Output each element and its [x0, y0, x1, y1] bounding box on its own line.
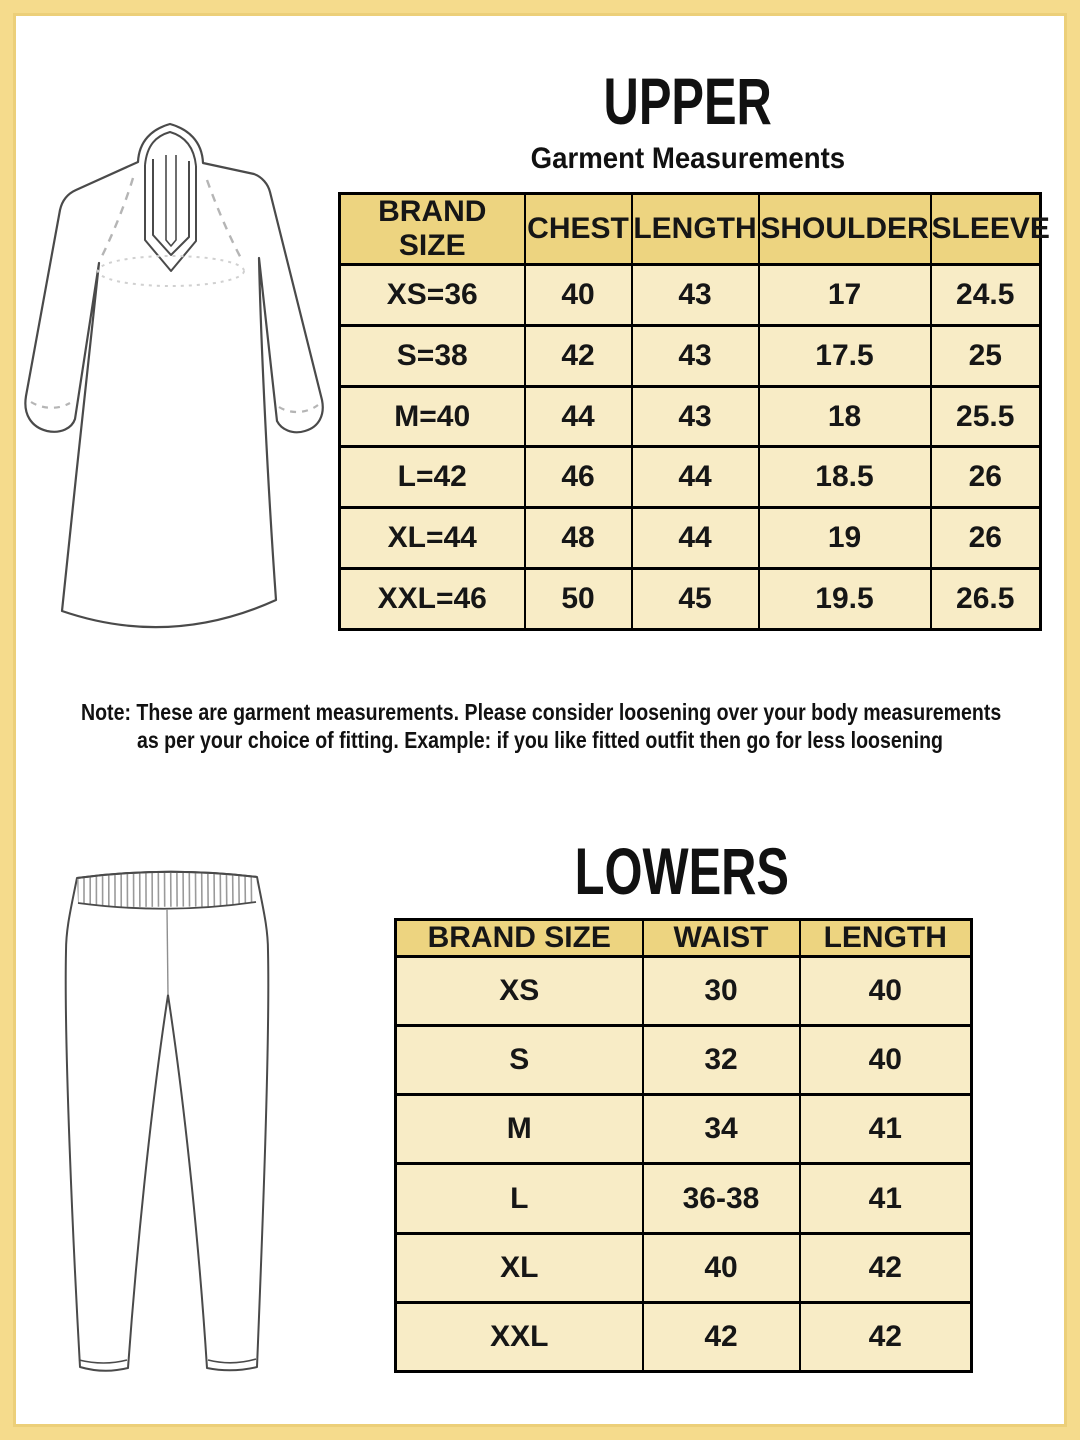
note-line-1: Note: These are garment measurements. Please consider loosening over your body measurements: [81, 699, 1002, 725]
size-cell: L: [396, 1164, 643, 1233]
lowers-section-title: LOWERS: [574, 834, 790, 908]
measurement-cell: 41: [800, 1164, 972, 1233]
measurement-cell: 43: [632, 265, 759, 326]
table-row: [396, 1026, 972, 1095]
size-cell: L=42: [340, 447, 525, 508]
table-row: [340, 325, 1041, 386]
header-row: [340, 194, 1041, 265]
measurement-cell: 26.5: [931, 569, 1041, 630]
pants-center-seam-line: [167, 909, 168, 995]
measurement-cell: 18: [759, 386, 931, 447]
note-line-2: as per your choice of fitting. Example: if you like fitted outfit then go for less loosening: [137, 727, 943, 753]
measurement-cell: 42: [800, 1302, 972, 1371]
kurta-silhouette: [25, 124, 322, 627]
column-header: WAIST: [643, 920, 800, 957]
measurement-cell: 40: [643, 1233, 800, 1302]
measurement-cell: 19: [759, 508, 931, 569]
size-cell: XXL: [396, 1302, 643, 1371]
measurement-cell: 40: [800, 1026, 972, 1095]
table-row: [396, 1164, 972, 1233]
upper-section-subtitle: Garment Measurements: [530, 142, 846, 175]
column-header: BRAND SIZE: [396, 920, 643, 957]
measurement-cell: 25.5: [931, 386, 1041, 447]
measurement-note: [0, 698, 1080, 754]
table-row: [396, 1302, 972, 1371]
table-row: [396, 957, 972, 1026]
measurement-cell: 43: [632, 386, 759, 447]
measurement-cell: 40: [525, 265, 632, 326]
column-header: SLEEVE: [931, 194, 1041, 265]
size-cell: XL=44: [340, 508, 525, 569]
upper-garment-measurements-table: [338, 192, 1050, 631]
size-cell: XL: [396, 1233, 643, 1302]
column-header: LENGTH: [800, 920, 972, 957]
measurement-cell: 32: [643, 1026, 800, 1095]
size-cell: XXL=46: [340, 569, 525, 630]
size-cell: M=40: [340, 386, 525, 447]
measurement-cell: 44: [632, 447, 759, 508]
table-row: [340, 569, 1041, 630]
measurement-cell: 18.5: [759, 447, 931, 508]
measurement-cell: 42: [525, 325, 632, 386]
column-header: CHEST: [525, 194, 632, 265]
pants-illustration: [55, 863, 295, 1393]
measurement-cell: 50: [525, 569, 632, 630]
size-cell: S: [396, 1026, 643, 1095]
table-row: [340, 508, 1041, 569]
column-header: BRAND SIZE: [340, 194, 525, 265]
table-row: [396, 1233, 972, 1302]
kurta-illustration: [18, 28, 340, 650]
measurement-cell: 17: [759, 265, 931, 326]
measurement-cell: 25: [931, 325, 1041, 386]
measurement-cell: 24.5: [931, 265, 1041, 326]
column-header: SHOULDER: [759, 194, 931, 265]
measurement-cell: 19.5: [759, 569, 931, 630]
size-cell: S=38: [340, 325, 525, 386]
table-row: [340, 447, 1041, 508]
table-row: [340, 265, 1041, 326]
size-cell: M: [396, 1095, 643, 1164]
upper-section-title: UPPER: [603, 64, 773, 138]
measurement-cell: 40: [800, 957, 972, 1026]
measurement-cell: 41: [800, 1095, 972, 1164]
size-cell: XS: [396, 957, 643, 1026]
measurement-cell: 43: [632, 325, 759, 386]
measurement-cell: 42: [643, 1302, 800, 1371]
measurement-cell: 45: [632, 569, 759, 630]
measurement-cell: 34: [643, 1095, 800, 1164]
measurement-cell: 48: [525, 508, 632, 569]
size-cell: XS=36: [340, 265, 525, 326]
column-header: LENGTH: [632, 194, 759, 265]
measurement-cell: 44: [632, 508, 759, 569]
table-row: [396, 1095, 972, 1164]
table-row: [340, 386, 1041, 447]
lowers-garment-measurements-table: [394, 918, 973, 1373]
measurement-cell: 30: [643, 957, 800, 1026]
measurement-cell: 17.5: [759, 325, 931, 386]
measurement-cell: 44: [525, 386, 632, 447]
measurement-cell: 42: [800, 1233, 972, 1302]
header-row: [396, 920, 972, 957]
measurement-cell: 46: [525, 447, 632, 508]
measurement-cell: 36-38: [643, 1164, 800, 1233]
measurement-cell: 26: [931, 447, 1041, 508]
measurement-cell: 26: [931, 508, 1041, 569]
